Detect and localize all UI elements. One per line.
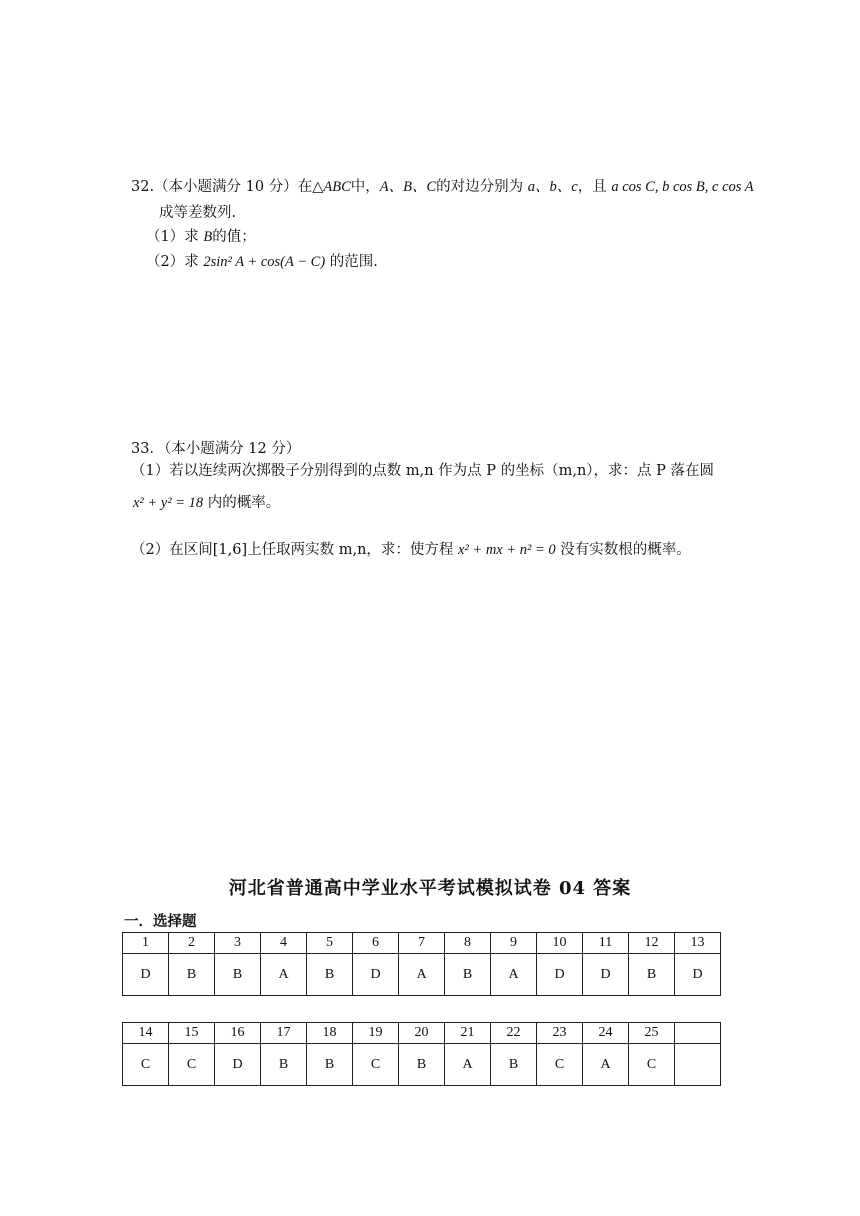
answer-letter: B [307, 954, 353, 996]
answer-letter [675, 1044, 721, 1086]
q32-vertices: A、B、C [379, 179, 437, 195]
question-number: 24 [583, 1023, 629, 1044]
answer-letter: C [353, 1044, 399, 1086]
q32-sides: a、b、c [527, 179, 578, 195]
table-row [123, 933, 721, 954]
question-number: 1 [123, 933, 169, 954]
q33-part2-expr: x² + mx + n² = 0 [458, 542, 556, 558]
q33-part1-line1: （1）若以连续两次掷骰子分别得到的点数 m,n 作为点 P 的坐标（m,n），求：点 P 落在圆 [131, 463, 715, 479]
answer-letter: B [399, 1044, 445, 1086]
answer-letter: B [169, 954, 215, 996]
answer-letter: B [629, 954, 675, 996]
q33-part1-expr: x² + y² = 18 [133, 495, 204, 511]
q33-part1-line2 [133, 494, 280, 512]
question-number: 12 [629, 933, 675, 954]
question-number: 10 [537, 933, 583, 954]
table-row [123, 1044, 721, 1086]
question-number: 8 [445, 933, 491, 954]
question-number: 13 [675, 933, 721, 954]
answer-letter: C [629, 1044, 675, 1086]
answer-letter: B [491, 1044, 537, 1086]
answer-letter: A [399, 954, 445, 996]
q32-part2 [146, 253, 378, 271]
question-number: 18 [307, 1023, 353, 1044]
question-number: 3 [215, 933, 261, 954]
answer-letter: C [537, 1044, 583, 1086]
table-row [123, 954, 721, 996]
q32-part1 [146, 228, 256, 246]
answer-letter: A [491, 954, 537, 996]
answer-letter: C [169, 1044, 215, 1086]
answer-table-1 [122, 932, 721, 996]
question-number [675, 1023, 721, 1044]
answer-letter: D [215, 1044, 261, 1086]
q32-expr1: a cos C, b cos B, c cos A [611, 179, 754, 195]
answer-letter: B [445, 954, 491, 996]
q33-part2-prefix: （2）在区间[1,6]上任取两实数 m,n，求：使方程 [131, 542, 459, 558]
q32-mid2: 的对边分别为 [436, 179, 528, 195]
question-number: 15 [169, 1023, 215, 1044]
q32-triangle: ABC [323, 179, 351, 195]
q32-line1 [131, 178, 754, 196]
answer-table-2 [122, 1022, 721, 1086]
question-number: 16 [215, 1023, 261, 1044]
question-number: 5 [307, 933, 353, 954]
question-number: 23 [537, 1023, 583, 1044]
q33-part2 [131, 541, 691, 559]
section-heading: 一．选择题 [124, 913, 197, 930]
answer-letter: D [675, 954, 721, 996]
question-number: 2 [169, 933, 215, 954]
q32-part1-var: B [203, 229, 213, 245]
question-number: 21 [445, 1023, 491, 1044]
answer-letter: A [583, 1044, 629, 1086]
question-number: 6 [353, 933, 399, 954]
answer-letter: D [123, 954, 169, 996]
answer-letter: B [215, 954, 261, 996]
q33-part2-suffix: 没有实数根的概率。 [555, 542, 691, 558]
q32-line2: 成等差数列. [159, 205, 237, 221]
question-number: 19 [353, 1023, 399, 1044]
q32-mid: 中， [350, 179, 380, 195]
answer-letter: D [353, 954, 399, 996]
table-row [123, 1023, 721, 1044]
answer-letter: D [583, 954, 629, 996]
q32-part1-prefix: （1）求 [146, 229, 204, 245]
question-number: 11 [583, 933, 629, 954]
answer-letter: B [307, 1044, 353, 1086]
question-number: 9 [491, 933, 537, 954]
question-number: 20 [399, 1023, 445, 1044]
question-number: 22 [491, 1023, 537, 1044]
q32-part2-expr: 2sin² A + cos(A − C) [203, 254, 326, 270]
answer-letter: A [261, 954, 307, 996]
question-number: 25 [629, 1023, 675, 1044]
answer-letter: A [445, 1044, 491, 1086]
answer-letter: C [123, 1044, 169, 1086]
q32-part2-prefix: （2）求 [146, 254, 204, 270]
question-number: 14 [123, 1023, 169, 1044]
q32-mid3: ，且 [577, 179, 612, 195]
q33-part1-suffix: 内的概率。 [203, 495, 281, 511]
question-number: 4 [261, 933, 307, 954]
answer-letter: D [537, 954, 583, 996]
q33-header: 33．（本小题满分 12 分） [131, 441, 301, 457]
answer-title: 河北省普通高中学业水平考试模拟试卷 04 答案 [228, 878, 632, 899]
question-number: 17 [261, 1023, 307, 1044]
answer-letter: B [261, 1044, 307, 1086]
q32-part1-suffix: 的值； [212, 229, 256, 245]
q32-prefix: 32.（本小题满分 10 分）在△ [131, 179, 324, 195]
question-number: 7 [399, 933, 445, 954]
q32-part2-suffix: 的范围. [325, 254, 378, 270]
